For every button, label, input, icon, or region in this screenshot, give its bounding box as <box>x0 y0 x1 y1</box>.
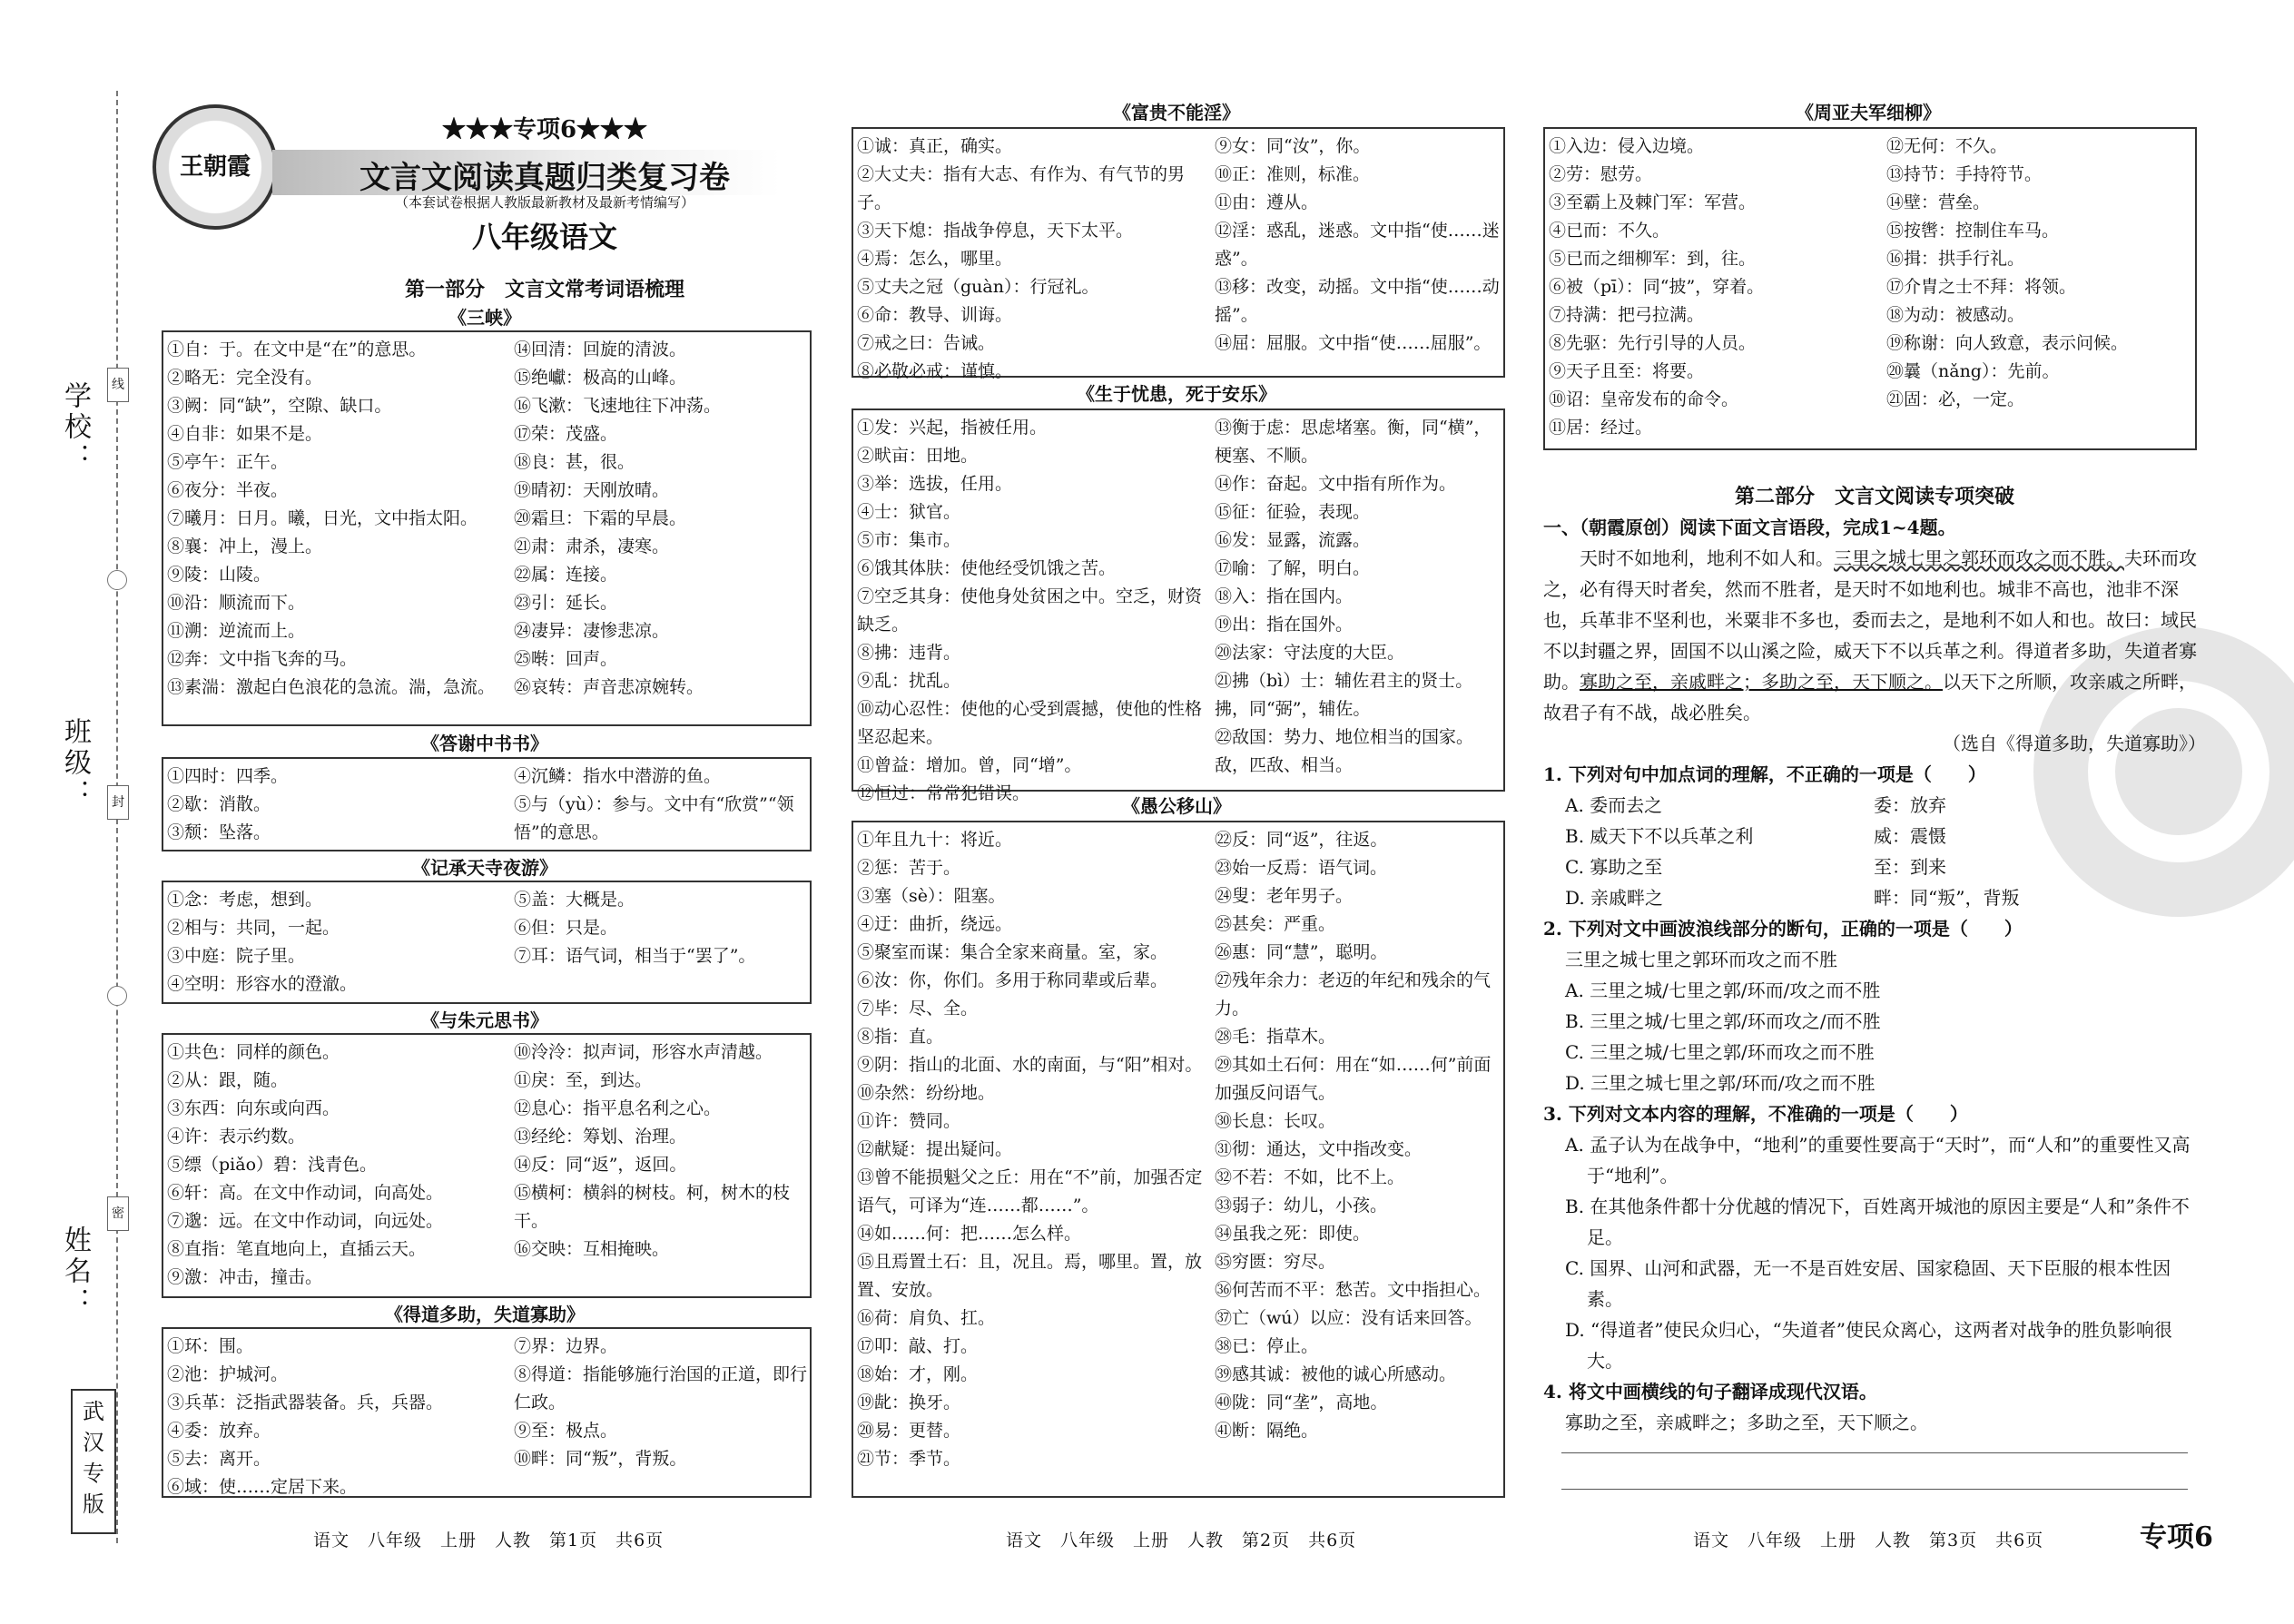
vocab-item: ②惩：苦于。 <box>857 858 961 878</box>
vocab-item: ⑨至：极点。 <box>514 1421 618 1441</box>
vocab-item: ④焉：怎么，哪里。 <box>857 249 1013 269</box>
vocab-item: ⑮按辔：控制住车马。 <box>1886 221 2060 241</box>
underlined-sentence: 寡助之至，亲戚畔之；多助之至，天下顺之。 <box>1580 671 1943 693</box>
vocab-item: ⑩杂然：纷纷地。 <box>857 1083 996 1103</box>
vocab-item: ②相与：共同，一起。 <box>167 918 340 938</box>
question-1: 1. 下列对句中加点词的理解，不正确的一项是（ ） <box>1543 763 1986 785</box>
passage-source: （选自《得道多助，失道寡助》） <box>1943 733 2206 754</box>
q1-options <box>1543 790 2206 913</box>
vocab-item: ⑨乱：扰乱。 <box>857 671 961 691</box>
vocab-item: ⑤丈夫之冠（guàn）：行冠礼。 <box>857 277 1099 297</box>
vocab-item: ⑫息心：指平息名利之心。 <box>514 1098 722 1118</box>
vocab-item: ⑤已而之细柳军：到，往。 <box>1549 249 1757 269</box>
binding-hole-icon <box>107 570 127 590</box>
vocab-item: ⑲称谢：向人致意，表示问候。 <box>1886 333 2129 353</box>
vocab-item: ⑦曦月：日月。曦，日光，文中指太阳。 <box>167 508 478 528</box>
vocab-item: ⑲晴初：天刚放晴。 <box>514 480 670 500</box>
section-title: 《答谢中书书》 <box>421 733 548 754</box>
passage-text: 天时不如地利，地利不如人和。 <box>1580 547 1834 569</box>
vocab-item: ⑪由：遵从。 <box>1215 192 1319 212</box>
name-label: 姓名： <box>59 1225 91 1318</box>
part1-title: 第一部分 文言文常考词语梳理 <box>404 278 684 301</box>
vocab-item: ⑥域：使……定居下来。 <box>167 1477 358 1497</box>
vocab-item: ⑧指：直。 <box>857 1027 944 1047</box>
option-row[interactable]: B. 威天下不以兵革之利 威：震慑 <box>1565 825 1946 847</box>
vocab-item: ②畎亩：田地。 <box>857 446 979 466</box>
vocab-item: ③举：选拔，任用。 <box>857 474 1013 494</box>
vocab-item: ⑨陵：山陵。 <box>167 565 271 585</box>
section-title: 《生于忧患，死于安乐》 <box>1077 383 1276 405</box>
passage-text: 夫环而攻之，必有得天时者矣，然而不胜者，是天时不如地利也。城非不高也，池非不深也，兵革非不坚利也，米粟非不多也，委而去之，是地利不如人和也。故曰：域民不以封疆之界，固国不以山溪之险，威天下不以兵革之利。得道者多助，失道者寡助。 <box>1543 547 2197 693</box>
vocab-item: ⑰叩：敲、打。 <box>857 1336 979 1356</box>
vocab-item: ㉔凄异：凄惨悲凉。 <box>514 621 670 641</box>
vocab-item: ⑦戒之曰：告诫。 <box>857 333 996 353</box>
vocab-item: ③至霸上及棘门军：军营。 <box>1549 192 1757 212</box>
vocab-item: ⑤盖：大概是。 <box>514 890 635 910</box>
section-title: 《周亚夫军细柳》 <box>1796 102 1941 123</box>
vocab-item: ⑳曩（nǎng）：先前。 <box>1886 361 2060 381</box>
vocab-item: ㉕甚矣：严重。 <box>1215 914 1336 934</box>
option-row[interactable]: B. 在其他条件都十分优越的情况下，百姓离开城池的原因主要是“人和”条件不足。 <box>1565 1196 2190 1248</box>
page-title: 文言文阅读真题归类复习卷 <box>359 160 730 196</box>
vocab-item: ⑬曾不能损魁父之丘：用在“不”前，加强否定语气，可译为“连……都……”。 <box>857 1167 1203 1216</box>
section-title: 《记承天寺夜游》 <box>412 857 557 879</box>
vocab-item: ⑫献疑：提出疑问。 <box>857 1139 1013 1159</box>
vocab-item: ⑧直指：笔直地向上，直插云天。 <box>167 1239 427 1259</box>
vocab-item: ⑥被（pī）：同“披”，穿着。 <box>1549 277 1765 297</box>
logo: 王朝霞 <box>153 104 278 230</box>
vocab-item: ⑧襄：冲上，漫上。 <box>167 536 323 556</box>
vocab-item: ⑤聚室而谋：集合全家来商量。室，家。 <box>857 942 1168 962</box>
school-label: 学校： <box>59 381 91 474</box>
vocab-item: ⑬移：改变，动摇。文中指“使……动摇”。 <box>1215 277 1500 325</box>
vocab-item: ①发：兴起，指被任用。 <box>857 418 1048 438</box>
vocab-item: ㉝弱子：幼儿，小孩。 <box>1215 1196 1388 1216</box>
vocab-box-fugui <box>852 127 1505 381</box>
question-4: 4. 将文中画横线的句子翻译成现代汉语。 <box>1543 1381 1877 1403</box>
vocab-item: ②略无：完全没有。 <box>167 368 323 388</box>
vocab-box-chengtian <box>162 881 812 1004</box>
vocab-item: ⑥饿其体肤：使他经受饥饿之苦。 <box>857 558 1117 578</box>
vocab-item: ③阙：同“缺”，空隙、缺口。 <box>167 396 392 416</box>
vocab-item: ⑪溯：逆流而上。 <box>167 621 306 641</box>
section-title: 《富贵不能淫》 <box>1113 102 1240 123</box>
vocab-item: ㉞虽我之死：即使。 <box>1215 1224 1371 1244</box>
vocab-item: ③兵革：泛指武器装备。兵，兵器。 <box>167 1393 444 1412</box>
vocab-item: ⑬衡于虑：思虑堵塞。衡，同“横”，梗塞、不顺。 <box>1215 418 1492 466</box>
vocab-item: ⑩动心忍性：使他的心受到震撼，使他的性格坚忍起来。 <box>857 699 1203 747</box>
vocab-item: ⑦毕：尽、全。 <box>857 999 979 1019</box>
vocab-item: ②大丈夫：指有大志、有作为、有气节的男子。 <box>857 164 1186 212</box>
page-footer: 语文 八年级 上册 人教 第1页 共6页 <box>313 1530 665 1550</box>
option-row[interactable]: A. 孟子认为在战争中，“地利”的重要性要高于“天时”，而“人和”的重要性又高于“地利”。 <box>1565 1134 2191 1186</box>
vocab-item: ⑥但：只是。 <box>514 918 618 938</box>
class-label: 班级： <box>59 717 91 810</box>
vocab-box-dedao <box>162 1327 812 1498</box>
vocab-item: ⑬素湍：激起白色浪花的急流。湍，急流。 <box>167 677 496 697</box>
vocab-item: ㉑节：季节。 <box>857 1449 961 1469</box>
vocab-item: ③颓：坠落。 <box>167 822 271 842</box>
special-label: ★★★专项6★★★ <box>441 116 648 143</box>
option-row[interactable]: C. 三里之城/七里之郭/环而攻之而不胜 <box>1565 1041 1875 1063</box>
vocab-item: ⑯荷：肩负、扛。 <box>857 1308 996 1328</box>
vocab-item: ㉘毛：指草木。 <box>1215 1027 1336 1047</box>
part2-title: 第二部分 文言文阅读专项突破 <box>1734 485 2014 508</box>
vocab-item: ④已而：不久。 <box>1549 221 1670 241</box>
vocab-item: ⑲龀：换牙。 <box>857 1393 961 1412</box>
vocab-item: ⑪许：赞同。 <box>857 1111 961 1131</box>
vocab-item: ⑩泠泠：拟声词，形容水声清越。 <box>514 1042 773 1062</box>
vocab-item: ㉑肃：肃杀，凄寒。 <box>514 536 670 556</box>
option-row[interactable]: A. 委而去之 委：放弃 <box>1565 794 1946 816</box>
vocab-box-daxie <box>162 757 812 851</box>
vocab-item: ⑯揖：拱手行礼。 <box>1886 249 2025 269</box>
name-field[interactable] <box>54 1225 94 1318</box>
vocab-item: ⑥汝：你，你们。多用于称同辈或后辈。 <box>857 970 1168 990</box>
vocab-item: ㉓始一反焉：语气词。 <box>1215 858 1388 878</box>
question-3: 3. 下列对文本内容的理解，不准确的一项是（ ） <box>1543 1103 1968 1125</box>
footer-tag: 专项6 <box>2140 1521 2213 1553</box>
vocab-item: ⑫无何：不久。 <box>1886 136 2008 156</box>
vocab-item: ⑭如……何：把……怎么样。 <box>857 1224 1082 1244</box>
vocab-item: ⑮横柯：横斜的树枝。柯，树木的枝干。 <box>514 1183 791 1231</box>
section-title: 《三峡》 <box>448 307 521 329</box>
vocab-item: ⑰介胄之士不拜：将领。 <box>1886 277 2077 297</box>
vocab-item: ⑰喻：了解，明白。 <box>1215 558 1371 578</box>
vocab-box-sanxia <box>162 330 812 726</box>
vocab-item: ⑪居：经过。 <box>1549 418 1653 438</box>
vocab-item: ⑦空乏其身：使他身处贫困之中。空乏，财资缺乏。 <box>857 586 1203 635</box>
option-row[interactable]: D. 亲戚畔之 畔：同“叛”，背叛 <box>1565 887 2020 909</box>
vocab-item: ④士：狱官。 <box>857 502 961 522</box>
vocab-item: ⑲出：指在国外。 <box>1215 615 1354 635</box>
class-field[interactable] <box>54 717 94 810</box>
vocab-item: ㉗残年余力：老迈的年纪和残余的气力。 <box>1215 970 1492 1019</box>
vocab-item: ⑧必敬必戒：谨慎。 <box>857 361 1013 381</box>
vocab-item: ③塞（sè）：阻塞。 <box>857 886 1006 906</box>
answer-line[interactable] <box>1561 1452 2188 1453</box>
vocab-item: ㉑拂（bì）士：辅佐君主的贤士。拂，同“弼”，辅佐。 <box>1215 671 1473 719</box>
vocab-item: ㉔叟：老年男子。 <box>1215 886 1354 906</box>
vocab-item: ③天下熄：指战争停息，天下太平。 <box>857 221 1134 241</box>
vocab-item: ㊲亡（wú）以应：没有话来回答。 <box>1215 1308 1482 1328</box>
q4-line: 寡助之至，亲戚畔之；多助之至，天下顺之。 <box>1565 1412 1928 1433</box>
vocab-item: ⑳易：更替。 <box>857 1421 961 1441</box>
answer-line[interactable] <box>1561 1489 2188 1490</box>
vocab-item: ⑳霜旦：下霜的早晨。 <box>514 508 687 528</box>
vocab-item: ②从：跟，随。 <box>167 1070 289 1090</box>
binding-strip <box>0 0 154 1624</box>
vocab-item: ㉖哀转：声音悲凉婉转。 <box>514 677 704 697</box>
vocab-item: ㉙其如土石何：用在“如……何”前面加强反问语气。 <box>1215 1055 1492 1103</box>
question-intro: 一、（朝霞原创）阅读下面文言语段，完成1~4题。 <box>1543 517 1956 538</box>
option-row[interactable]: B. 三里之城/七里之郭/环而攻之/而不胜 <box>1565 1010 1881 1032</box>
vocab-item: ⑭回清：回旋的清波。 <box>514 340 687 359</box>
vocab-item: ㉒属：连接。 <box>514 565 618 585</box>
vocab-box-yugong <box>852 821 1505 1498</box>
vocab-item: ㉟穷匮：穷尽。 <box>1215 1252 1336 1272</box>
vocab-item: ⑦耳：语气词，相当于“罢了”。 <box>514 946 756 966</box>
section-title: 《愚公移山》 <box>1122 795 1231 817</box>
passage-text: 以天下之所顺，攻亲戚之所畔，故君子有不战，战必胜矣。 <box>1543 671 2197 723</box>
section-title: 《与朱元思书》 <box>421 1009 548 1031</box>
vocab-item: ⑭作：奋起。文中指有所作为。 <box>1215 474 1457 494</box>
vocab-item: ④委：放弃。 <box>167 1421 271 1441</box>
vocab-item: ④空明：形容水的澄澈。 <box>167 974 358 994</box>
vocab-item: ④迂：曲折，绕远。 <box>857 914 1013 934</box>
vocab-item: ⑤与（yù）：参与。文中有“欣赏”“领悟”的意思。 <box>514 794 794 842</box>
vocab-item: ①入边：侵入边境。 <box>1549 136 1705 156</box>
option-row[interactable]: D. “得道者”使民众归心，“失道者”使民众离心，这两者对战争的胜负影响很大。 <box>1565 1319 2172 1372</box>
option-row[interactable]: C. 寡助之至 至：到来 <box>1565 856 1946 878</box>
grade-title: 八年级语文 <box>471 220 617 254</box>
vocab-item: ④许：表示约数。 <box>167 1127 306 1147</box>
vocab-item: ①四时：四季。 <box>167 766 289 786</box>
vocab-item: ⑯飞漱：飞速地往下冲荡。 <box>514 396 722 416</box>
vocab-item: ①诚：真正，确实。 <box>857 136 1013 156</box>
option-row[interactable]: C. 国界、山河和武器，无一不是百姓安居、国家稳固、天下臣服的根本性因素。 <box>1565 1257 2171 1310</box>
vocab-item: ㉜不若：不如，比不上。 <box>1215 1167 1405 1187</box>
vocab-item: ⑤缥（piǎo）碧：浅青色。 <box>167 1155 378 1175</box>
part2 <box>1543 481 2206 1438</box>
vocab-item: ⑭反：同“返”，返回。 <box>514 1155 687 1175</box>
wavy-sentence: 三里之城七里之郭环而攻之而不胜。 <box>1834 547 2124 569</box>
vocab-item: ㉖惠：同“慧”，聪明。 <box>1215 942 1388 962</box>
vocab-item: ⑰荣：茂盛。 <box>514 424 618 444</box>
vocab-item: ④沉鳞：指水中潜游的鱼。 <box>514 766 722 786</box>
vocab-item: ①共色：同样的颜色。 <box>167 1042 340 1062</box>
vocab-item: ⑮且焉置土石：且，况且。焉，哪里。置，放置、安放。 <box>857 1252 1203 1300</box>
vocab-item: ①自：于。在文中是“在”的意思。 <box>167 340 427 359</box>
vocab-item: ⑩沿：顺流而下。 <box>167 593 306 613</box>
seal-mark: 线 <box>107 368 129 402</box>
seal-mark: 密 <box>107 1196 129 1231</box>
vocab-box-zhuyuansi <box>162 1033 812 1298</box>
vocab-item: ⑦界：边界。 <box>514 1336 618 1356</box>
vocab-item: ㊴感其诚：被他的诚心所感动。 <box>1215 1364 1457 1384</box>
vocab-item: ⑩诏：皇帝发布的命令。 <box>1549 389 1739 409</box>
vocab-item: ㉑固：必，一定。 <box>1886 389 2025 409</box>
vocab-item: ①环：围。 <box>167 1336 254 1356</box>
school-field[interactable] <box>54 381 94 474</box>
vocab-item: ⑫淫：惑乱，迷惑。文中指“使……迷惑”。 <box>1215 221 1500 269</box>
vocab-item: ②劳：慰劳。 <box>1549 164 1653 184</box>
subtitle-note: （本套试卷根据人教版最新教材及最新考情编写） <box>394 194 694 211</box>
vocab-item: ⑦持满：把弓拉满。 <box>1549 305 1705 325</box>
vocab-box-zhouyafu <box>1543 127 2197 450</box>
edition-badge: 武汉专版 <box>71 1389 116 1534</box>
vocab-item: ⑧拂：违背。 <box>857 643 961 663</box>
vocab-item: ⑱为动：被感动。 <box>1886 305 2025 325</box>
vocab-item: ⑪戾：至，到达。 <box>514 1070 653 1090</box>
vocab-item: ⑨激：冲击，撞击。 <box>167 1267 323 1287</box>
vocab-item: ⑱始：才，刚。 <box>857 1364 979 1384</box>
vocab-item: ①念：考虑，想到。 <box>167 890 323 910</box>
vocab-item: ⑩畔：同“叛”，背叛。 <box>514 1449 687 1469</box>
vocab-item: ㊶断：隔绝。 <box>1215 1421 1319 1441</box>
vocab-item: ⑱良：甚，很。 <box>514 452 635 472</box>
vocab-item: ⑯交映：互相掩映。 <box>514 1239 670 1259</box>
passage <box>1543 543 2206 728</box>
section-title: 《得道多助，失道寡助》 <box>385 1304 585 1325</box>
vocab-item: ㊳已：停止。 <box>1215 1336 1319 1356</box>
page-footer: 语文 八年级 上册 人教 第2页 共6页 <box>1006 1530 1357 1550</box>
vocab-item: ⑥命：教导、训诲。 <box>857 305 1013 325</box>
page-footer: 语文 八年级 上册 人教 第3页 共6页 <box>1693 1530 2044 1550</box>
option-row[interactable]: D. 三里之城七里之郭/环而/攻之而不胜 <box>1565 1072 1876 1094</box>
vocab-item: ㉒反：同“返”，往返。 <box>1215 830 1388 850</box>
vocab-item: ㉛彻：通达，文中指改变。 <box>1215 1139 1423 1159</box>
question-2: 2. 下列对文中画波浪线部分的断句，正确的一项是（ ） <box>1543 918 2023 940</box>
vocab-item: ⑩正：准则，标准。 <box>1215 164 1371 184</box>
vocab-item: ⑤去：离开。 <box>167 1449 271 1469</box>
vocab-item: ④自非：如果不是。 <box>167 424 323 444</box>
vocab-item: ⑬持节：手持符节。 <box>1886 164 2043 184</box>
vocab-item: ⑭屈：屈服。文中指“使……屈服”。 <box>1215 333 1492 353</box>
vocab-item: ⑨女：同“汝”，你。 <box>1215 136 1371 156</box>
binding-hole-icon <box>107 986 127 1006</box>
vocab-item: ⑦邈：远。在文中作动词，向远处。 <box>167 1211 444 1231</box>
vocab-item: ⑭壁：营垒。 <box>1886 192 1991 212</box>
vocab-item: ⑳法家：守法度的大臣。 <box>1215 643 1405 663</box>
vocab-item: ㉚长息：长叹。 <box>1215 1111 1336 1131</box>
vocab-item: ①年且九十：将近。 <box>857 830 1013 850</box>
seal-mark: 封 <box>107 785 129 820</box>
vocab-item: ③东西：向东或向西。 <box>167 1098 340 1118</box>
vocab-item: ㉒敌国：势力、地位相当的国家。敌，匹敌、相当。 <box>1215 727 1474 775</box>
vocab-item: ⑮征：征验，表现。 <box>1215 502 1371 522</box>
vocab-item: ⑥轩：高。在文中作动词，向高处。 <box>167 1183 444 1203</box>
vocab-item: ⑪曾益：增加。曾，同“增”。 <box>857 755 1082 775</box>
vocab-item: ⑥夜分：半夜。 <box>167 480 289 500</box>
vocab-item: ⑨天子且至：将要。 <box>1549 361 1705 381</box>
vocab-item: ㊵陇：同“垄”，高地。 <box>1215 1393 1388 1412</box>
vocab-item: ㊱何苦而不平：愁苦。文中指担心。 <box>1215 1280 1492 1300</box>
option-row[interactable]: A. 三里之城/七里之郭/环而/攻之而不胜 <box>1565 979 1881 1001</box>
vocab-item: ⑯发：显露，流露。 <box>1215 530 1371 550</box>
vocab-item: ⑤市：集市。 <box>857 530 961 550</box>
vocab-item: ⑱入：指在国内。 <box>1215 586 1354 606</box>
vocab-item: ②歇：消散。 <box>167 794 271 814</box>
vocab-item: ⑮绝巘：极高的山峰。 <box>514 368 687 388</box>
vocab-item: ②池：护城河。 <box>167 1364 289 1384</box>
vocab-item: ⑬经纶：筹划、治理。 <box>514 1127 687 1147</box>
vocab-item: ⑧得道：指能够施行治国的正道，即行仁政。 <box>514 1364 808 1412</box>
q2-line: 三里之城七里之郭环而攻之而不胜 <box>1565 949 1837 970</box>
vocab-item: ③中庭：院子里。 <box>167 946 306 966</box>
vocab-item: ⑫恒过：常常犯错误。 <box>857 783 1030 803</box>
vocab-item: ⑫奔：文中指飞奔的马。 <box>167 649 358 669</box>
vocab-item: ㉕啭：回声。 <box>514 649 618 669</box>
vocab-item: ⑨阴：指山的北面、水的南面，与“阳”相对。 <box>857 1055 1203 1075</box>
vocab-item: ㉓引：延长。 <box>514 593 618 613</box>
vocab-item: ⑧先驱：先行引导的人员。 <box>1549 333 1757 353</box>
vocab-item: ⑤亭午：正午。 <box>167 452 289 472</box>
vocab-box-youhuan <box>852 408 1505 803</box>
